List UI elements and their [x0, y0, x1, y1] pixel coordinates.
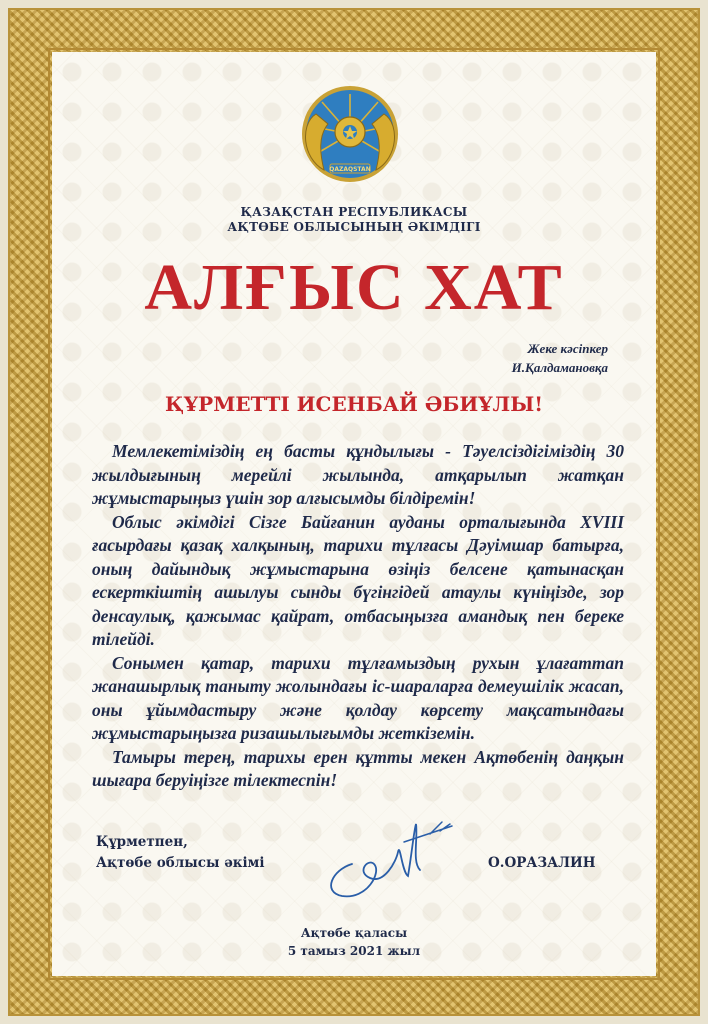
signer-name: О.ОРАЗАЛИН — [488, 855, 596, 871]
body-paragraph-2: Облыс әкімдігі Сізге Байғанин ауданы орталығында XVIII ғасырдағы қазақ халқының, тарихи тұлғасы Дәуімшар батырға, оның дайындық жұмыстарына өзіңіз белсене қатынасқан ескерткіштің ашылуы сынды бүгінгідей атаулы күніңізде, зор денсаулық, қажымас қайрат, отбасыңызға амандық пен береке тілейді. — [92, 511, 624, 649]
closing-block — [96, 832, 265, 874]
recipient-block — [512, 339, 608, 377]
recipient-name: И.Қалдамановқа — [511, 360, 608, 375]
body-paragraph-1: Мемлекетіміздің ең басты құндылығы - Тәуелсіздігіміздің 30 жылдығының мерейлі жылында, атқарылып жатқан жұмыстарыңыз үшін зор алғысымды білдіремін! — [92, 441, 624, 508]
greeting-heading: ҚҰРМЕТТІ ИСЕНБАЙ ӘБИҰЛЫ! — [164, 392, 544, 416]
issuer-line-2: АҚТӨБЕ ОБЛЫСЫНЫҢ ӘКІМДІГІ — [227, 220, 481, 234]
recipient-role: Жеке кәсіпкер — [527, 341, 608, 356]
issuer-line-1: ҚАЗАҚСТАН РЕСПУБЛИКАСЫ — [240, 205, 468, 219]
emblem-inscription: QAZAQSTAN — [329, 166, 371, 173]
body-paragraph-4: Тамыры терең, тарихы ерен құтты мекен Ақтөбенің даңқын шығара беруіңізге тілектеспін! — [92, 746, 624, 790]
issue-city: Ақтөбе қаласы — [300, 926, 408, 940]
body-paragraph-3: Сонымен қатар, тарихи тұлғамыздың рухын ұлағаттап жанашырлық таныту жолындағы іс-шараларға демеушілік жасап, оны ұйымдастыру және қолдау көрсету мақсатындағы жұмыстарыңызға ризашылығымды жеткіземін. — [92, 652, 624, 743]
footer-block — [52, 924, 656, 960]
handwritten-signature-icon — [312, 812, 462, 902]
letter-body — [92, 440, 624, 793]
document-title: АЛҒЫС ХАТ — [144, 251, 564, 324]
closing-salutation: Құрметпен, — [96, 834, 188, 850]
state-emblem-icon — [294, 84, 406, 188]
issue-date: 5 тамыз 2021 жыл — [287, 944, 421, 958]
signer-title: Ақтөбе облысы әкімі — [96, 855, 265, 871]
